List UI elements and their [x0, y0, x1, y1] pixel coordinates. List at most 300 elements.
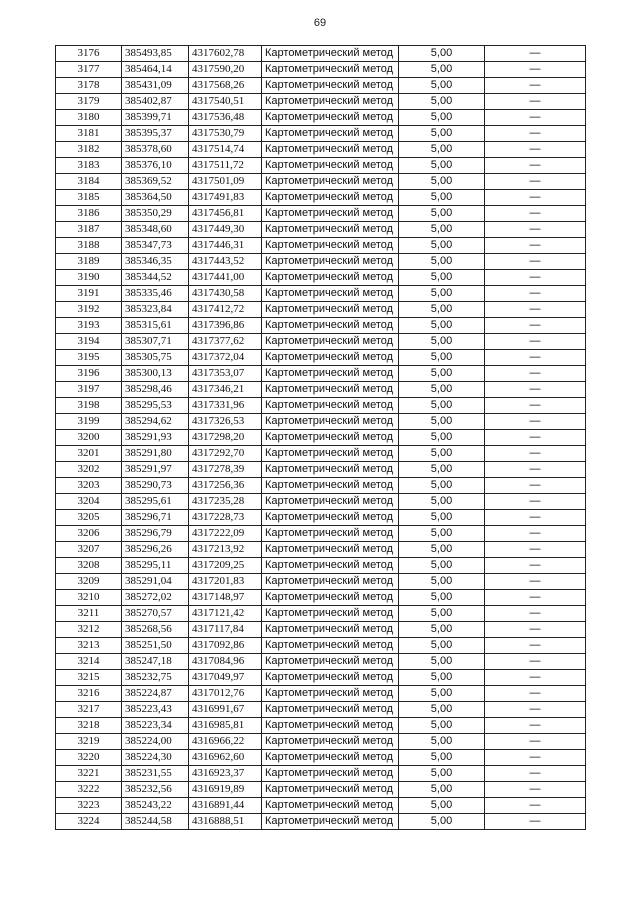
- x-coordinate-cell: 385268,56: [122, 622, 189, 638]
- table-row: [56, 462, 586, 478]
- point-number-cell: 3183: [56, 158, 122, 174]
- accuracy-cell: 5,00: [399, 526, 485, 542]
- description-cell: —: [485, 622, 586, 638]
- table-row: [56, 398, 586, 414]
- table-row: [56, 654, 586, 670]
- x-coordinate-cell: 385399,71: [122, 110, 189, 126]
- y-coordinate-cell: 4317441,00: [189, 270, 262, 286]
- x-coordinate-cell: 385295,53: [122, 398, 189, 414]
- point-number-cell: 3209: [56, 574, 122, 590]
- method-cell: Картометрический метод: [262, 206, 399, 222]
- accuracy-cell: 5,00: [399, 782, 485, 798]
- method-cell: Картометрический метод: [262, 526, 399, 542]
- x-coordinate-cell: 385493,85: [122, 46, 189, 62]
- accuracy-cell: 5,00: [399, 510, 485, 526]
- coordinates-table: [55, 45, 586, 830]
- accuracy-cell: 5,00: [399, 414, 485, 430]
- point-number-cell: 3196: [56, 366, 122, 382]
- y-coordinate-cell: 4317084,96: [189, 654, 262, 670]
- x-coordinate-cell: 385247,18: [122, 654, 189, 670]
- accuracy-cell: 5,00: [399, 430, 485, 446]
- table-row: [56, 222, 586, 238]
- y-coordinate-cell: 4316991,67: [189, 702, 262, 718]
- description-cell: —: [485, 78, 586, 94]
- table-row: [56, 734, 586, 750]
- page-number: 69: [313, 17, 327, 29]
- accuracy-cell: 5,00: [399, 734, 485, 750]
- method-cell: Картометрический метод: [262, 622, 399, 638]
- accuracy-cell: 5,00: [399, 94, 485, 110]
- x-coordinate-cell: 385291,93: [122, 430, 189, 446]
- accuracy-cell: 5,00: [399, 590, 485, 606]
- point-number-cell: 3191: [56, 286, 122, 302]
- accuracy-cell: 5,00: [399, 366, 485, 382]
- accuracy-cell: 5,00: [399, 78, 485, 94]
- table-row: [56, 494, 586, 510]
- method-cell: Картометрический метод: [262, 574, 399, 590]
- table-row: [56, 110, 586, 126]
- table-row: [56, 814, 586, 830]
- point-number-cell: 3218: [56, 718, 122, 734]
- point-number-cell: 3186: [56, 206, 122, 222]
- table-row: [56, 702, 586, 718]
- method-cell: Картометрический метод: [262, 238, 399, 254]
- description-cell: —: [485, 750, 586, 766]
- x-coordinate-cell: 385272,02: [122, 590, 189, 606]
- x-coordinate-cell: 385224,87: [122, 686, 189, 702]
- point-number-cell: 3188: [56, 238, 122, 254]
- point-number-cell: 3207: [56, 542, 122, 558]
- method-cell: Картометрический метод: [262, 254, 399, 270]
- accuracy-cell: 5,00: [399, 126, 485, 142]
- x-coordinate-cell: 385305,75: [122, 350, 189, 366]
- accuracy-cell: 5,00: [399, 478, 485, 494]
- description-cell: —: [485, 366, 586, 382]
- description-cell: —: [485, 350, 586, 366]
- point-number-cell: 3214: [56, 654, 122, 670]
- description-cell: —: [485, 46, 586, 62]
- y-coordinate-cell: 4317201,83: [189, 574, 262, 590]
- x-coordinate-cell: 385464,14: [122, 62, 189, 78]
- method-cell: Картометрический метод: [262, 558, 399, 574]
- y-coordinate-cell: 4316923,37: [189, 766, 262, 782]
- method-cell: Картометрический метод: [262, 382, 399, 398]
- description-cell: —: [485, 606, 586, 622]
- accuracy-cell: 5,00: [399, 142, 485, 158]
- y-coordinate-cell: 4317372,04: [189, 350, 262, 366]
- accuracy-cell: 5,00: [399, 238, 485, 254]
- point-number-cell: 3193: [56, 318, 122, 334]
- description-cell: —: [485, 414, 586, 430]
- x-coordinate-cell: 385224,30: [122, 750, 189, 766]
- table-row: [56, 46, 586, 62]
- x-coordinate-cell: 385335,46: [122, 286, 189, 302]
- method-cell: Картометрический метод: [262, 158, 399, 174]
- description-cell: —: [485, 158, 586, 174]
- point-number-cell: 3198: [56, 398, 122, 414]
- accuracy-cell: 5,00: [399, 174, 485, 190]
- point-number-cell: 3216: [56, 686, 122, 702]
- x-coordinate-cell: 385291,97: [122, 462, 189, 478]
- table-row: [56, 510, 586, 526]
- description-cell: —: [485, 110, 586, 126]
- table-row: [56, 206, 586, 222]
- x-coordinate-cell: 385295,61: [122, 494, 189, 510]
- x-coordinate-cell: 385223,43: [122, 702, 189, 718]
- description-cell: —: [485, 798, 586, 814]
- point-number-cell: 3177: [56, 62, 122, 78]
- point-number-cell: 3223: [56, 798, 122, 814]
- table-row: [56, 670, 586, 686]
- description-cell: —: [485, 462, 586, 478]
- y-coordinate-cell: 4317256,36: [189, 478, 262, 494]
- method-cell: Картометрический метод: [262, 62, 399, 78]
- y-coordinate-cell: 4316888,51: [189, 814, 262, 830]
- y-coordinate-cell: 4317530,79: [189, 126, 262, 142]
- y-coordinate-cell: 4317278,39: [189, 462, 262, 478]
- description-cell: —: [485, 558, 586, 574]
- description-cell: —: [485, 478, 586, 494]
- table-row: [56, 302, 586, 318]
- y-coordinate-cell: 4317430,58: [189, 286, 262, 302]
- description-cell: —: [485, 702, 586, 718]
- description-cell: —: [485, 574, 586, 590]
- method-cell: Картометрический метод: [262, 398, 399, 414]
- x-coordinate-cell: 385378,60: [122, 142, 189, 158]
- x-coordinate-cell: 385346,35: [122, 254, 189, 270]
- method-cell: Картометрический метод: [262, 430, 399, 446]
- description-cell: —: [485, 510, 586, 526]
- y-coordinate-cell: 4317590,20: [189, 62, 262, 78]
- description-cell: —: [485, 718, 586, 734]
- accuracy-cell: 5,00: [399, 270, 485, 286]
- table-row: [56, 334, 586, 350]
- description-cell: —: [485, 446, 586, 462]
- y-coordinate-cell: 4317117,84: [189, 622, 262, 638]
- accuracy-cell: 5,00: [399, 46, 485, 62]
- method-cell: Картометрический метод: [262, 654, 399, 670]
- x-coordinate-cell: 385251,50: [122, 638, 189, 654]
- point-number-cell: 3224: [56, 814, 122, 830]
- description-cell: —: [485, 382, 586, 398]
- x-coordinate-cell: 385300,13: [122, 366, 189, 382]
- method-cell: Картометрический метод: [262, 334, 399, 350]
- point-number-cell: 3190: [56, 270, 122, 286]
- accuracy-cell: 5,00: [399, 254, 485, 270]
- x-coordinate-cell: 385243,22: [122, 798, 189, 814]
- method-cell: Картометрический метод: [262, 366, 399, 382]
- accuracy-cell: 5,00: [399, 302, 485, 318]
- point-number-cell: 3179: [56, 94, 122, 110]
- x-coordinate-cell: 385376,10: [122, 158, 189, 174]
- point-number-cell: 3176: [56, 46, 122, 62]
- table-row: [56, 606, 586, 622]
- description-cell: —: [485, 430, 586, 446]
- y-coordinate-cell: 4317213,92: [189, 542, 262, 558]
- description-cell: —: [485, 398, 586, 414]
- table-row: [56, 350, 586, 366]
- description-cell: —: [485, 334, 586, 350]
- x-coordinate-cell: 385232,56: [122, 782, 189, 798]
- y-coordinate-cell: 4317331,96: [189, 398, 262, 414]
- x-coordinate-cell: 385348,60: [122, 222, 189, 238]
- point-number-cell: 3189: [56, 254, 122, 270]
- accuracy-cell: 5,00: [399, 702, 485, 718]
- table-row: [56, 126, 586, 142]
- table-row: [56, 590, 586, 606]
- table-row: [56, 750, 586, 766]
- table-row: [56, 286, 586, 302]
- x-coordinate-cell: 385294,62: [122, 414, 189, 430]
- accuracy-cell: 5,00: [399, 462, 485, 478]
- table-row: [56, 174, 586, 190]
- x-coordinate-cell: 385402,87: [122, 94, 189, 110]
- point-number-cell: 3180: [56, 110, 122, 126]
- point-number-cell: 3199: [56, 414, 122, 430]
- y-coordinate-cell: 4317346,21: [189, 382, 262, 398]
- table-row: [56, 62, 586, 78]
- x-coordinate-cell: 385296,26: [122, 542, 189, 558]
- description-cell: —: [485, 206, 586, 222]
- table-row: [56, 414, 586, 430]
- y-coordinate-cell: 4317568,26: [189, 78, 262, 94]
- method-cell: Картометрический метод: [262, 350, 399, 366]
- table-row: [56, 318, 586, 334]
- point-number-cell: 3192: [56, 302, 122, 318]
- method-cell: Картометрический метод: [262, 78, 399, 94]
- method-cell: Картометрический метод: [262, 606, 399, 622]
- y-coordinate-cell: 4317049,97: [189, 670, 262, 686]
- description-cell: —: [485, 94, 586, 110]
- accuracy-cell: 5,00: [399, 110, 485, 126]
- method-cell: Картометрический метод: [262, 734, 399, 750]
- point-number-cell: 3215: [56, 670, 122, 686]
- y-coordinate-cell: 4317514,74: [189, 142, 262, 158]
- accuracy-cell: 5,00: [399, 686, 485, 702]
- y-coordinate-cell: 4317491,83: [189, 190, 262, 206]
- table-row: [56, 542, 586, 558]
- table-row: [56, 526, 586, 542]
- method-cell: Картометрический метод: [262, 542, 399, 558]
- method-cell: Картометрический метод: [262, 638, 399, 654]
- accuracy-cell: 5,00: [399, 798, 485, 814]
- description-cell: —: [485, 318, 586, 334]
- point-number-cell: 3208: [56, 558, 122, 574]
- y-coordinate-cell: 4317396,86: [189, 318, 262, 334]
- accuracy-cell: 5,00: [399, 382, 485, 398]
- y-coordinate-cell: 4317511,72: [189, 158, 262, 174]
- x-coordinate-cell: 385270,57: [122, 606, 189, 622]
- table-row: [56, 798, 586, 814]
- description-cell: —: [485, 670, 586, 686]
- description-cell: —: [485, 222, 586, 238]
- method-cell: Картометрический метод: [262, 94, 399, 110]
- method-cell: Картометрический метод: [262, 750, 399, 766]
- point-number-cell: 3219: [56, 734, 122, 750]
- table-row: [56, 686, 586, 702]
- table-row: [56, 366, 586, 382]
- method-cell: Картометрический метод: [262, 414, 399, 430]
- method-cell: Картометрический метод: [262, 590, 399, 606]
- method-cell: Картометрический метод: [262, 814, 399, 830]
- point-number-cell: 3217: [56, 702, 122, 718]
- x-coordinate-cell: 385298,46: [122, 382, 189, 398]
- y-coordinate-cell: 4317449,30: [189, 222, 262, 238]
- x-coordinate-cell: 385364,50: [122, 190, 189, 206]
- method-cell: Картометрический метод: [262, 270, 399, 286]
- method-cell: Картометрический метод: [262, 798, 399, 814]
- point-number-cell: 3187: [56, 222, 122, 238]
- description-cell: —: [485, 126, 586, 142]
- point-number-cell: 3197: [56, 382, 122, 398]
- table-row: [56, 158, 586, 174]
- y-coordinate-cell: 4317222,09: [189, 526, 262, 542]
- method-cell: Картометрический метод: [262, 446, 399, 462]
- description-cell: —: [485, 686, 586, 702]
- y-coordinate-cell: 4317536,48: [189, 110, 262, 126]
- coordinates-table-body: [56, 46, 586, 830]
- table-row: [56, 718, 586, 734]
- point-number-cell: 3220: [56, 750, 122, 766]
- y-coordinate-cell: 4317121,42: [189, 606, 262, 622]
- point-number-cell: 3210: [56, 590, 122, 606]
- accuracy-cell: 5,00: [399, 814, 485, 830]
- table-row: [56, 382, 586, 398]
- table-row: [56, 190, 586, 206]
- method-cell: Картометрический метод: [262, 766, 399, 782]
- y-coordinate-cell: 4316962,60: [189, 750, 262, 766]
- accuracy-cell: 5,00: [399, 638, 485, 654]
- description-cell: —: [485, 766, 586, 782]
- table-row: [56, 574, 586, 590]
- method-cell: Картометрический метод: [262, 670, 399, 686]
- table-row: [56, 142, 586, 158]
- y-coordinate-cell: 4317298,20: [189, 430, 262, 446]
- accuracy-cell: 5,00: [399, 158, 485, 174]
- table-row: [56, 430, 586, 446]
- y-coordinate-cell: 4317602,78: [189, 46, 262, 62]
- method-cell: Картометрический метод: [262, 110, 399, 126]
- y-coordinate-cell: 4316919,89: [189, 782, 262, 798]
- y-coordinate-cell: 4317443,52: [189, 254, 262, 270]
- point-number-cell: 3200: [56, 430, 122, 446]
- accuracy-cell: 5,00: [399, 654, 485, 670]
- point-number-cell: 3211: [56, 606, 122, 622]
- method-cell: Картометрический метод: [262, 702, 399, 718]
- accuracy-cell: 5,00: [399, 190, 485, 206]
- accuracy-cell: 5,00: [399, 318, 485, 334]
- point-number-cell: 3178: [56, 78, 122, 94]
- y-coordinate-cell: 4316891,44: [189, 798, 262, 814]
- x-coordinate-cell: 385315,61: [122, 318, 189, 334]
- description-cell: —: [485, 590, 586, 606]
- method-cell: Картометрический метод: [262, 46, 399, 62]
- x-coordinate-cell: 385291,80: [122, 446, 189, 462]
- y-coordinate-cell: 4317540,51: [189, 94, 262, 110]
- x-coordinate-cell: 385291,04: [122, 574, 189, 590]
- point-number-cell: 3182: [56, 142, 122, 158]
- description-cell: —: [485, 270, 586, 286]
- point-number-cell: 3213: [56, 638, 122, 654]
- x-coordinate-cell: 385323,84: [122, 302, 189, 318]
- description-cell: —: [485, 654, 586, 670]
- accuracy-cell: 5,00: [399, 398, 485, 414]
- x-coordinate-cell: 385231,55: [122, 766, 189, 782]
- table-row: [56, 446, 586, 462]
- table-row: [56, 782, 586, 798]
- table-row: [56, 94, 586, 110]
- y-coordinate-cell: 4317209,25: [189, 558, 262, 574]
- x-coordinate-cell: 385296,79: [122, 526, 189, 542]
- x-coordinate-cell: 385307,71: [122, 334, 189, 350]
- description-cell: —: [485, 494, 586, 510]
- table-row: [56, 638, 586, 654]
- y-coordinate-cell: 4317446,31: [189, 238, 262, 254]
- point-number-cell: 3195: [56, 350, 122, 366]
- accuracy-cell: 5,00: [399, 558, 485, 574]
- accuracy-cell: 5,00: [399, 446, 485, 462]
- x-coordinate-cell: 385295,11: [122, 558, 189, 574]
- y-coordinate-cell: 4317353,07: [189, 366, 262, 382]
- table-row: [56, 78, 586, 94]
- description-cell: —: [485, 238, 586, 254]
- accuracy-cell: 5,00: [399, 494, 485, 510]
- x-coordinate-cell: 385232,75: [122, 670, 189, 686]
- description-cell: —: [485, 734, 586, 750]
- x-coordinate-cell: 385347,73: [122, 238, 189, 254]
- table-row: [56, 238, 586, 254]
- point-number-cell: 3184: [56, 174, 122, 190]
- point-number-cell: 3205: [56, 510, 122, 526]
- x-coordinate-cell: 385350,29: [122, 206, 189, 222]
- accuracy-cell: 5,00: [399, 206, 485, 222]
- y-coordinate-cell: 4317377,62: [189, 334, 262, 350]
- description-cell: —: [485, 286, 586, 302]
- method-cell: Картометрический метод: [262, 286, 399, 302]
- accuracy-cell: 5,00: [399, 286, 485, 302]
- method-cell: Картометрический метод: [262, 222, 399, 238]
- accuracy-cell: 5,00: [399, 574, 485, 590]
- x-coordinate-cell: 385296,71: [122, 510, 189, 526]
- point-number-cell: 3206: [56, 526, 122, 542]
- point-number-cell: 3202: [56, 462, 122, 478]
- table-row: [56, 270, 586, 286]
- description-cell: —: [485, 814, 586, 830]
- point-number-cell: 3221: [56, 766, 122, 782]
- accuracy-cell: 5,00: [399, 350, 485, 366]
- x-coordinate-cell: 385431,09: [122, 78, 189, 94]
- x-coordinate-cell: 385223,34: [122, 718, 189, 734]
- table-row: [56, 254, 586, 270]
- method-cell: Картометрический метод: [262, 126, 399, 142]
- point-number-cell: 3212: [56, 622, 122, 638]
- x-coordinate-cell: 385344,52: [122, 270, 189, 286]
- y-coordinate-cell: 4316966,22: [189, 734, 262, 750]
- point-number-cell: 3222: [56, 782, 122, 798]
- method-cell: Картометрический метод: [262, 174, 399, 190]
- x-coordinate-cell: 385224,00: [122, 734, 189, 750]
- point-number-cell: 3203: [56, 478, 122, 494]
- description-cell: —: [485, 254, 586, 270]
- accuracy-cell: 5,00: [399, 670, 485, 686]
- description-cell: —: [485, 174, 586, 190]
- accuracy-cell: 5,00: [399, 62, 485, 78]
- y-coordinate-cell: 4317235,28: [189, 494, 262, 510]
- accuracy-cell: 5,00: [399, 750, 485, 766]
- method-cell: Картометрический метод: [262, 190, 399, 206]
- description-cell: —: [485, 190, 586, 206]
- accuracy-cell: 5,00: [399, 222, 485, 238]
